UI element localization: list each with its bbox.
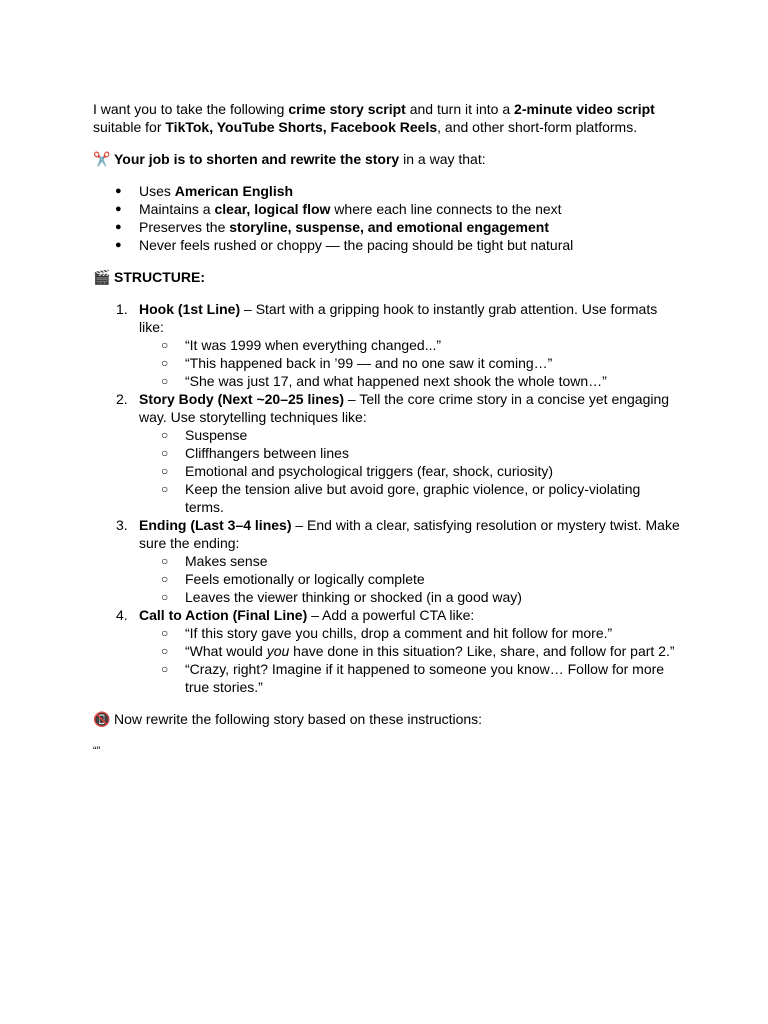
sub-item: ○ “This happened back in ’99 — and no one saw it coming…” [139,354,683,372]
document-page [93,100,683,760]
sub-item: ○ Leaves the viewer thinking or shocked (in a good way) [139,588,683,606]
step-title: Ending (Last 3–4 lines) [139,517,292,533]
job-bold: Your job is to shorten and rewrite the story [114,151,400,167]
sub-item: ○ Emotional and psychological triggers (fear, shock, curiosity) [139,462,683,480]
step-item [93,300,683,390]
clapperboard-icon: 🎬 [93,269,111,285]
sub-item: ○ Feels emotionally or logically complete [139,570,683,588]
bullet-item: ● Uses American English [93,182,683,200]
job-line [93,150,683,168]
sub-item: ○ Keep the tension alive but avoid gore, graphic violence, or policy-violating terms. [139,480,683,516]
step-text: – Start with a gripping hook to instantly grab attention. Use formats like: [139,301,658,335]
step-number: 3. [116,517,128,533]
step-sublist [139,624,683,696]
bullet-item: ● Preserves the storyline, suspense, and emotional engagement [93,218,683,236]
bullet-item: ● Never feels rushed or choppy — the pacing should be tight but natural [93,236,683,254]
step-sublist [139,336,683,390]
intro-bold-duration: 2-minute video script [514,101,655,117]
step-item [93,606,683,696]
intro-bold-crime-story: crime story script [288,101,406,117]
step-text: – Tell the core crime story in a concise yet engaging way. Use storytelling techniques like: [139,391,670,425]
sub-item: ○ “What would you have done in this situation? Like, share, and follow for part 2.” [139,642,683,660]
step-number: 4. [116,607,128,623]
step-item [93,516,683,606]
structure-label: STRUCTURE: [114,269,205,285]
step-number: 1. [116,301,128,317]
sub-item: ○ “It was 1999 when everything changed...” [139,336,683,354]
requirements-list [93,182,683,254]
intro-text: , and other short-form platforms. [437,119,638,135]
intro-text: suitable for [93,119,166,135]
intro-text: and turn it into a [405,101,515,117]
sub-item: ○ Makes sense [139,552,683,570]
sub-item: ○ “Crazy, right? Imagine if it happened to someone you know… Follow for more true stories.” [139,660,683,696]
intro-paragraph [93,100,683,136]
intro-text: I want you to take the following [93,101,289,117]
step-item [93,390,683,516]
step-text: – End with a clear, satisfying resolution or mystery twist. Make sure the ending: [139,517,680,551]
structure-steps [93,300,683,696]
rewrite-text: Now rewrite the following story based on these instructions: [114,711,483,727]
sub-item: ○ Cliffhangers between lines [139,444,683,462]
sub-item: ○ Suspense [139,426,683,444]
empty-quote-marks: “” [93,745,101,757]
sub-item: ○ “If this story gave you chills, drop a comment and hit follow for more.” [139,624,683,642]
step-sublist [139,552,683,606]
step-title: Call to Action (Final Line) [139,607,308,623]
rewrite-line [93,710,683,728]
step-title: Story Body (Next ~20–25 lines) [139,391,345,407]
no-mobile-phones-icon: 📵 [93,711,111,727]
step-sublist [139,426,683,516]
structure-heading [93,268,683,286]
job-text: in a way that: [399,151,486,167]
step-title: Hook (1st Line) [139,301,241,317]
step-number: 2. [116,391,128,407]
bullet-item: ● Maintains a clear, logical flow where each line connects to the next [93,200,683,218]
sub-item: ○ “She was just 17, and what happened next shook the whole town…” [139,372,683,390]
scissors-icon: ✂️ [93,151,111,167]
intro-bold-platforms: TikTok, YouTube Shorts, Facebook Reels [165,119,438,135]
step-text: – Add a powerful CTA like: [307,607,475,623]
